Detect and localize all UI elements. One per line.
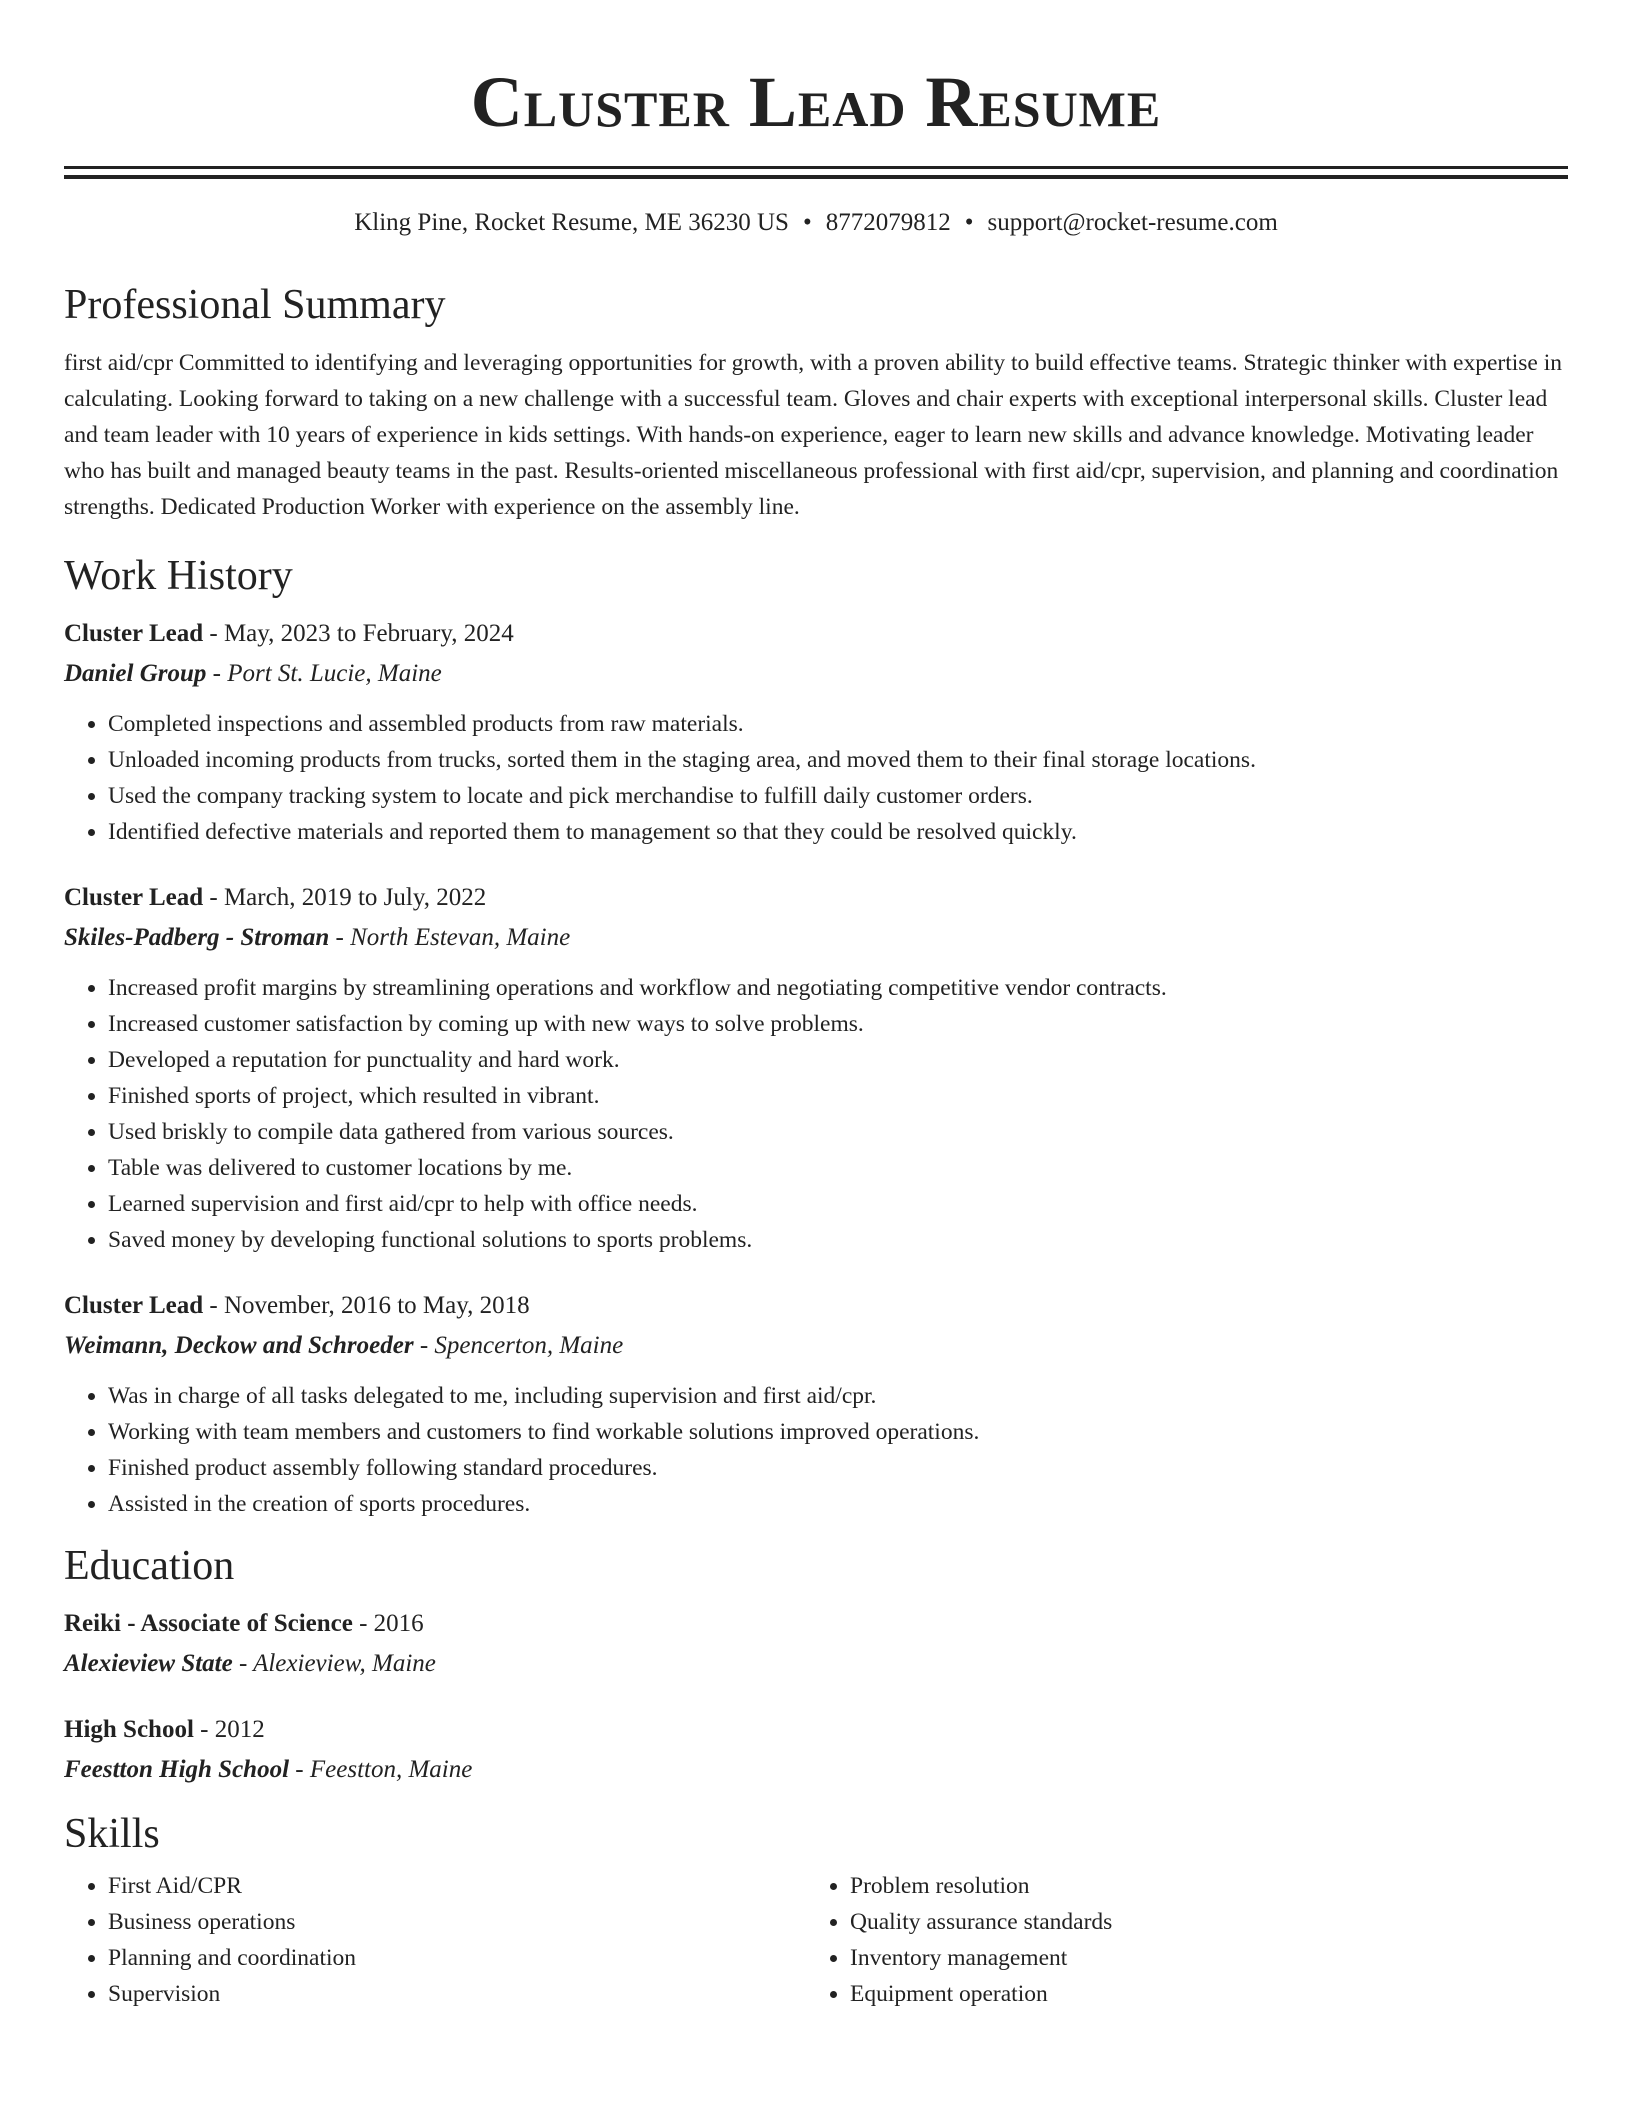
contact-separator: • [802, 209, 812, 236]
skill-item: • Equipment operation [850, 1976, 1548, 2012]
list-item: • Unloaded incoming products from trucks, sorted them in the staging area, and moved them to their final storage locations. [108, 742, 1568, 778]
company-line [64, 920, 1568, 956]
company-location: - North Estevan, Maine [329, 924, 571, 951]
list-item: • Learned supervision and first aid/cpr to help with office needs. [108, 1186, 1568, 1222]
list-item: • Used briskly to compile data gathered from various sources. [108, 1114, 1568, 1150]
job-title-line [64, 616, 1568, 652]
list-item: • Finished product assembly following standard procedures. [108, 1450, 1568, 1486]
job-entry [64, 880, 1568, 1258]
contact-address: Kling Pine, Rocket Resume, ME 36230 US [354, 209, 789, 236]
school-location: - Feestton, Maine [289, 1756, 473, 1783]
school-name: Alexieview State [64, 1650, 233, 1677]
degree-line [64, 1606, 1568, 1642]
company-line [64, 656, 1568, 692]
degree-name: High School [64, 1716, 194, 1743]
header-rule-top [64, 166, 1568, 169]
list-item: • Working with team members and customers to find workable solutions improved operations. [108, 1414, 1568, 1450]
job-entry [64, 616, 1568, 850]
skill-item: • Quality assurance standards [850, 1904, 1548, 1940]
company-location: - Port St. Lucie, Maine [206, 660, 442, 687]
list-item: • Increased customer satisfaction by coming up with new ways to solve problems. [108, 1006, 1568, 1042]
company-name: Skiles-Padberg - Stroman [64, 924, 330, 951]
degree-line [64, 1712, 1568, 1748]
section-title-education: Education [64, 1543, 235, 1589]
contact-phone: 8772079812 [825, 209, 951, 236]
list-item: • Increased profit margins by streamlining operations and workflow and negotiating competitive vendor contracts. [108, 970, 1568, 1006]
degree-year: - 2016 [352, 1610, 424, 1637]
job-role: Cluster Lead [64, 884, 204, 911]
job-entry [64, 1288, 1568, 1522]
job-role: Cluster Lead [64, 620, 204, 647]
skill-item: • Inventory management [850, 1940, 1548, 1976]
contact-separator: • [964, 209, 974, 236]
job-dates: - March, 2019 to July, 2022 [203, 884, 487, 911]
degree-year: - 2012 [193, 1716, 265, 1743]
list-item: • Developed a reputation for punctuality and hard work. [108, 1042, 1568, 1078]
skills-list-left [64, 1868, 806, 2012]
school-line [64, 1646, 1568, 1682]
contact-email: support@rocket-resume.com [987, 209, 1278, 236]
job-title-line [64, 880, 1568, 916]
list-item: • Finished sports of project, which resulted in vibrant. [108, 1078, 1568, 1114]
job-dates: - November, 2016 to May, 2018 [203, 1292, 530, 1319]
skill-item: • Supervision [108, 1976, 806, 2012]
section-title-summary: Professional Summary [64, 282, 446, 328]
skill-item: • Business operations [108, 1904, 806, 1940]
job-bullets [64, 970, 1568, 1258]
company-line [64, 1328, 1568, 1364]
resume-title: Cluster Lead Resume [470, 62, 1162, 142]
school-location: - Alexieview, Maine [232, 1650, 436, 1677]
job-bullets [64, 1378, 1568, 1522]
list-item: • Identified defective materials and reported them to management so that they could be resolved quickly. [108, 814, 1568, 850]
list-item: • Saved money by developing functional solutions to sports problems. [108, 1222, 1568, 1258]
skill-item: • Planning and coordination [108, 1940, 806, 1976]
company-name: Weimann, Deckow and Schroeder [64, 1332, 414, 1359]
list-item: • Completed inspections and assembled products from raw materials. [108, 706, 1568, 742]
company-location: - Spencerton, Maine [413, 1332, 624, 1359]
skills-columns [64, 1868, 1568, 2012]
education-entry [64, 1606, 1568, 1682]
skill-item: • First Aid/CPR [108, 1868, 806, 1904]
degree-name: Reiki - Associate of Science [64, 1610, 353, 1637]
company-name: Daniel Group [64, 660, 207, 687]
school-name: Feestton High School [64, 1756, 290, 1783]
job-title-line [64, 1288, 1568, 1324]
job-dates: - May, 2023 to February, 2024 [203, 620, 514, 647]
list-item: • Table was delivered to customer locations by me. [108, 1150, 1568, 1186]
job-role: Cluster Lead [64, 1292, 204, 1319]
education-entry [64, 1712, 1568, 1788]
skill-item: • Problem resolution [850, 1868, 1548, 1904]
header-rule-bottom [64, 175, 1568, 179]
list-item: • Used the company tracking system to locate and pick merchandise to fulfill daily customer orders. [108, 778, 1568, 814]
summary-text: first aid/cpr Committed to identifying and leveraging opportunities for growth, with a proven ability to build effective teams. Strategic thinker with expertise in calculating. Looking forward to taking on a new challenge with a successful team. Gloves and chair experts with exceptional interpersonal skills. Cluster lead and team leader with 10 years of experience in kids settings. With hands-on experience, eager to learn new skills and advance knowledge. Motivating leader who has built and managed beauty teams in the past. Results-oriented miscellaneous professional with first aid/cpr, supervision, and planning and coordination strengths. Dedicated Production Worker with experience on the assembly line. [64, 350, 1562, 520]
list-item: • Assisted in the creation of sports procedures. [108, 1486, 1568, 1522]
section-title-skills: Skills [64, 1811, 160, 1857]
contact-line [64, 205, 1568, 241]
skills-list-right [806, 1868, 1548, 2012]
section-title-work-history: Work History [64, 553, 293, 599]
school-line [64, 1752, 1568, 1788]
list-item: • Was in charge of all tasks delegated to me, including supervision and first aid/cpr. [108, 1378, 1568, 1414]
job-bullets [64, 706, 1568, 850]
